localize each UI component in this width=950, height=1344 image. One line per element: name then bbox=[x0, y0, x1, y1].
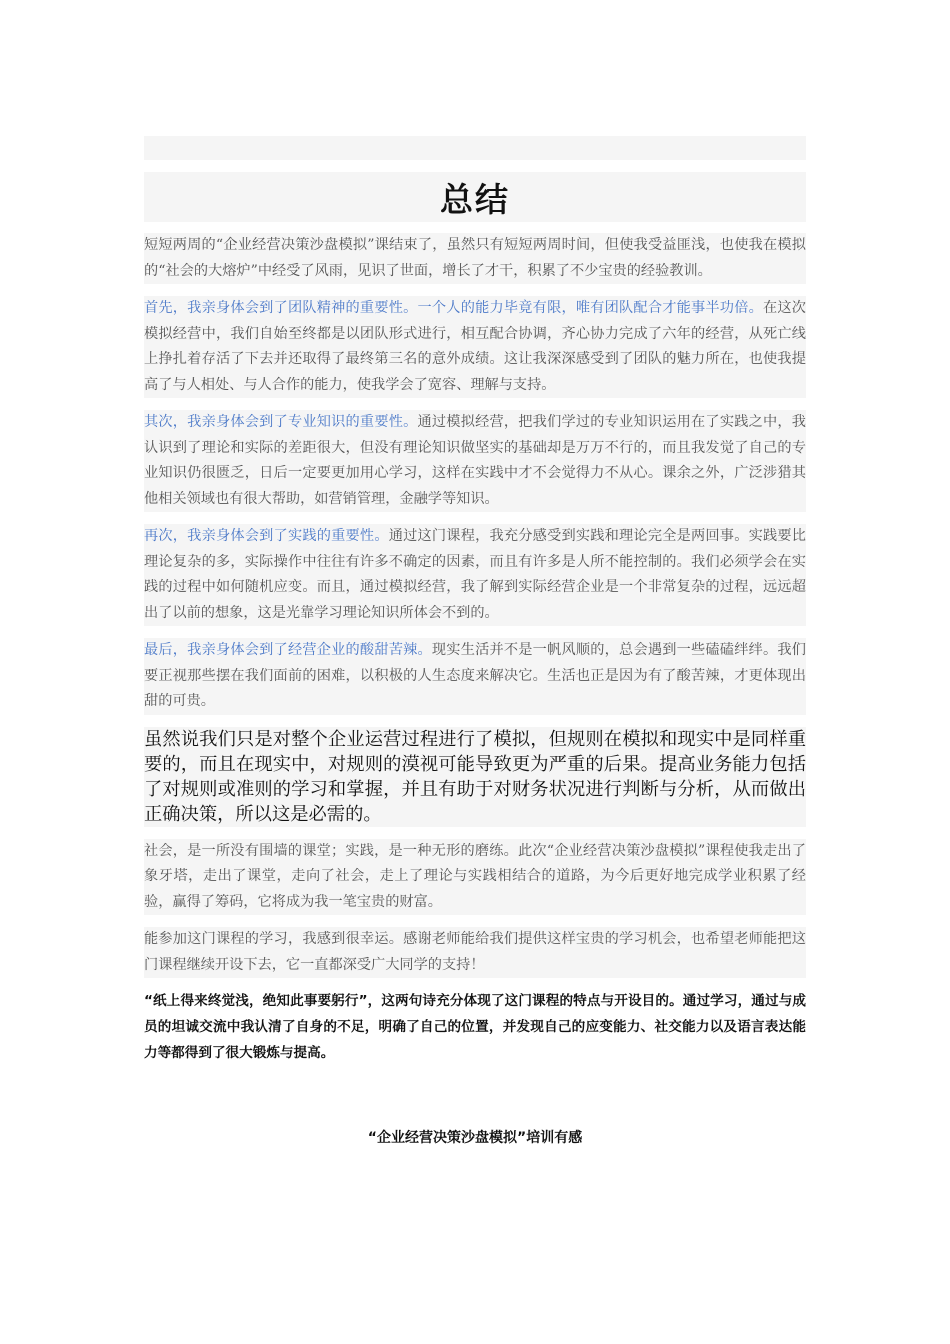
paragraph-practice bbox=[144, 524, 806, 626]
paragraph-hardship bbox=[144, 638, 806, 715]
document-page bbox=[144, 136, 806, 1066]
paragraph-quote: “纸上得来终觉浅，绝知此事要躬行”，这两句诗充分体现了这门课程的特点与开设目的。通过学习，通过与成员的坦诚交流中我认清了自身的不足，明确了自己的位置，并发现自己的应变能力、社交能力以及语言表达能力等都得到了很大锻炼与提高。 bbox=[144, 993, 806, 1061]
title-band bbox=[144, 172, 806, 222]
page-title: 总结 bbox=[440, 179, 510, 219]
paragraph-thanks: 能参加这门课程的学习，我感到很幸运。感谢老师能给我们提供这样宝贵的学习机会，也希望老师能把这门课程继续开设下去，它一直都深受广大同学的支持！ bbox=[144, 927, 806, 978]
paragraph-rules: 虽然说我们只是对整个企业运营过程进行了模拟，但规则在模拟和现实中是同样重要的，而且在现实中，对规则的漠视可能导致更为严重的后果。提高业务能力包括了对规则或准则的学习和掌握，并且有助于对财务状况进行判断与分析，从而做出正确决策，所以这是必需的。 bbox=[144, 728, 806, 825]
paragraph-teamwork bbox=[144, 296, 806, 398]
paragraph-knowledge bbox=[144, 410, 806, 512]
paragraph-lead: 最后，我亲身体会到了经营企业的酸甜苦辣。 bbox=[144, 642, 432, 658]
paragraph-intro bbox=[144, 233, 806, 284]
paragraph-text: 短短两周的“企业经营决策沙盘模拟”课结束了，虽然只有短短两周时间，但使我受益匪浅，也使我在模拟的“社会的大熔炉”中经受了风雨，见识了世面，增长了才干，积累了不少宝贵的经验教训。 bbox=[144, 237, 806, 279]
paragraph-text: 现实生活并不是一帆风顺的，总会遇到一些磕磕绊绊。我们要正视那些摆在我们面前的困难，以积极的人生态度来解决它。生活也正是因为有了酸苦辣，才更体现出甜的可贵。 bbox=[144, 642, 806, 709]
header-band bbox=[144, 136, 806, 160]
paragraph-lead: 首先，我亲身体会到了团队精神的重要性。一个人的能力毕竟有限，唯有团队配合才能事半功倍。 bbox=[144, 300, 763, 316]
paragraph-text: 通过模拟经营，把我们学过的专业知识运用在了实践之中，我认识到了理论和实际的差距很大，但没有理论知识做坚实的基础却是万万不行的，而且我发觉了自己的专业知识仍很匮乏，日后一定要更加用心学习，这样在实践中才不会觉得力不从心。课余之外，广泛涉猎其他相关领域也有很大帮助，如营销管理，金融学等知识。 bbox=[144, 414, 806, 507]
paragraph-lead: 其次，我亲身体会到了专业知识的重要性。 bbox=[144, 414, 418, 430]
paragraph-society: 社会，是一所没有围墙的课堂；实践，是一种无形的磨练。此次“企业经营决策沙盘模拟”课程使我走出了象牙塔，走出了课堂，走向了社会，走上了理论与实践相结合的道路，为今后更好地完成学业积累了经验，赢得了筹码，它将成为我一笔宝贵的财富。 bbox=[144, 839, 806, 916]
paragraph-text: 通过这门课程，我充分感受到实践和理论完全是两回事。实践要比理论复杂的多，实际操作中往往有许多不确定的因素，而且有许多是人所不能控制的。我们必须学会在实践的过程中如何随机应变。而且，通过模拟经营，我了解到实际经营企业是一个非常复杂的过程，远远超出了以前的想象，这是光靠学习理论知识所体会不到的。 bbox=[144, 528, 806, 621]
paragraph-text: 在这次模拟经营中，我们自始至终都是以团队形式进行，相互配合协调，齐心协力完成了六年的经营，从死亡线上挣扎着存活了下去并还取得了最终第三名的意外成绩。这让我深深感受到了团队的魅力所在，也使我提高了与人相处、与人合作的能力，使我学会了宽容、理解与支持。 bbox=[144, 300, 806, 393]
document-subtitle: “企业经营决策沙盘模拟”培训有感 bbox=[367, 1130, 583, 1146]
paragraph-lead: 再次，我亲身体会到了实践的重要性。 bbox=[144, 528, 389, 544]
